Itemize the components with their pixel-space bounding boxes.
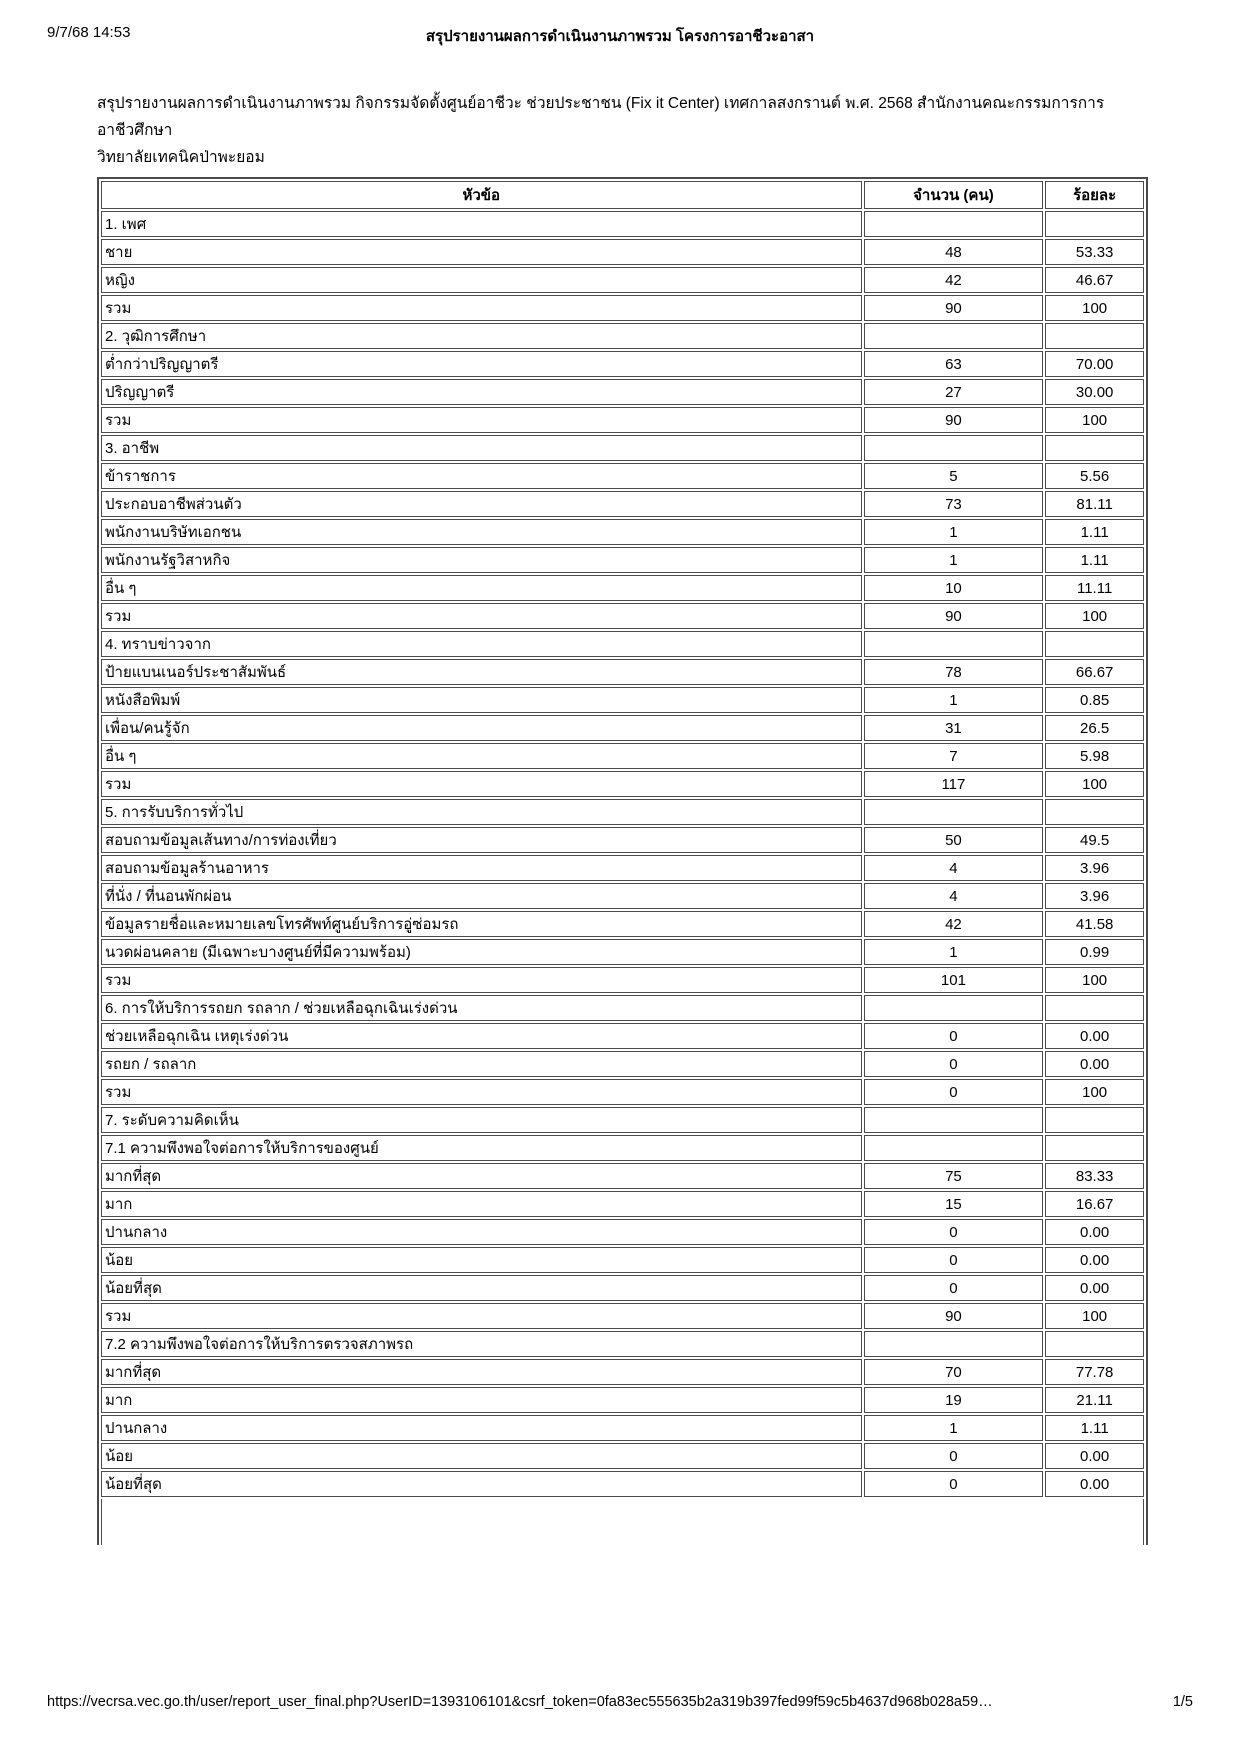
page-number: 1/5: [1172, 1694, 1193, 1710]
count-cell: 0: [864, 1443, 1044, 1469]
table-row: [101, 407, 1144, 433]
topic-cell: 7. ระดับความคิดเห็น: [101, 1107, 862, 1133]
percent-cell: 0.00: [1045, 1247, 1144, 1273]
percent-cell: 100: [1045, 295, 1144, 321]
count-cell: 10: [864, 575, 1044, 601]
table-row: [101, 1359, 1144, 1385]
table-row: [101, 1443, 1144, 1469]
count-cell: [864, 631, 1044, 657]
table-row: [101, 575, 1144, 601]
percent-cell: 5.56: [1045, 463, 1144, 489]
page-title: สรุปรายงานผลการดำเนินงานภาพรวม โครงการอาชีวะอาสา: [425, 28, 815, 45]
percent-cell: [1045, 1107, 1144, 1133]
header-topic: หัวข้อ: [101, 181, 862, 209]
percent-cell: 70.00: [1045, 351, 1144, 377]
percent-cell: 0.85: [1045, 687, 1144, 713]
percent-cell: 5.98: [1045, 743, 1144, 769]
topic-cell: ประกอบอาชีพส่วนตัว: [101, 491, 862, 517]
count-cell: 27: [864, 379, 1044, 405]
count-cell: 101: [864, 967, 1044, 993]
topic-cell: ชาย: [101, 239, 862, 265]
table-row: [101, 239, 1144, 265]
count-cell: 0: [864, 1247, 1044, 1273]
table-row: [101, 435, 1144, 461]
print-datetime: 9/7/68 14:53: [47, 24, 131, 41]
percent-cell: 16.67: [1045, 1191, 1144, 1217]
table-row: [101, 1135, 1144, 1161]
count-cell: 90: [864, 295, 1044, 321]
percent-cell: 30.00: [1045, 379, 1144, 405]
percent-cell: 100: [1045, 407, 1144, 433]
topic-cell: มาก: [101, 1191, 862, 1217]
count-cell: 42: [864, 267, 1044, 293]
count-cell: 1: [864, 1415, 1044, 1441]
table-row: [101, 1219, 1144, 1245]
count-cell: 50: [864, 827, 1044, 853]
topic-cell: รถยก / รถลาก: [101, 1051, 862, 1077]
topic-cell: น้อยที่สุด: [101, 1275, 862, 1301]
count-cell: [864, 323, 1044, 349]
table-row: [101, 771, 1144, 797]
topic-cell: 7.1 ความพึงพอใจต่อการให้บริการของศูนย์: [101, 1135, 862, 1161]
table-row: [101, 659, 1144, 685]
percent-cell: [1045, 995, 1144, 1021]
percent-cell: [1045, 631, 1144, 657]
table-row: [101, 295, 1144, 321]
topic-cell: 4. ทราบข่าวจาก: [101, 631, 862, 657]
percent-cell: [1045, 323, 1144, 349]
topic-cell: ข้าราชการ: [101, 463, 862, 489]
count-cell: 0: [864, 1471, 1044, 1497]
report-content: [97, 90, 1148, 1545]
topic-cell: น้อย: [101, 1247, 862, 1273]
topic-cell: ปานกลาง: [101, 1219, 862, 1245]
count-cell: 117: [864, 771, 1044, 797]
count-cell: 19: [864, 1387, 1044, 1413]
topic-cell: นวดผ่อนคลาย (มีเฉพาะบางศูนย์ที่มีความพร้อม): [101, 939, 862, 965]
count-cell: 90: [864, 407, 1044, 433]
percent-cell: [1045, 1135, 1144, 1161]
table-row: [101, 267, 1144, 293]
table-row: [101, 855, 1144, 881]
topic-cell: สอบถามข้อมูลเส้นทาง/การท่องเที่ยว: [101, 827, 862, 853]
percent-cell: 1.11: [1045, 519, 1144, 545]
topic-cell: หนังสือพิมพ์: [101, 687, 862, 713]
count-cell: 42: [864, 911, 1044, 937]
table-row: [101, 1051, 1144, 1077]
count-cell: 4: [864, 883, 1044, 909]
report-table: [99, 179, 1146, 1499]
header-count: จำนวน (คน): [864, 181, 1044, 209]
percent-cell: [1045, 1331, 1144, 1357]
count-cell: 0: [864, 1051, 1044, 1077]
percent-cell: 100: [1045, 1079, 1144, 1105]
count-cell: 63: [864, 351, 1044, 377]
topic-cell: 3. อาชีพ: [101, 435, 862, 461]
table-cutoff-row: [101, 1499, 1144, 1545]
topic-cell: พนักงานรัฐวิสาหกิจ: [101, 547, 862, 573]
table-row: [101, 491, 1144, 517]
count-cell: 73: [864, 491, 1044, 517]
table-row: [101, 323, 1144, 349]
topic-cell: ป้ายแบนเนอร์ประชาสัมพันธ์: [101, 659, 862, 685]
topic-cell: ปริญญาตรี: [101, 379, 862, 405]
table-row: [101, 603, 1144, 629]
table-row: [101, 463, 1144, 489]
topic-cell: รวม: [101, 407, 862, 433]
count-cell: 0: [864, 1079, 1044, 1105]
percent-cell: 3.96: [1045, 855, 1144, 881]
count-cell: 7: [864, 743, 1044, 769]
topic-cell: อื่น ๆ: [101, 743, 862, 769]
count-cell: [864, 211, 1044, 237]
percent-cell: 83.33: [1045, 1163, 1144, 1189]
header-percent: ร้อยละ: [1045, 181, 1144, 209]
table-row: [101, 911, 1144, 937]
topic-cell: 6. การให้บริการรถยก รถลาก / ช่วยเหลือฉุกเฉินเร่งด่วน: [101, 995, 862, 1021]
percent-cell: 100: [1045, 603, 1144, 629]
percent-cell: 0.00: [1045, 1471, 1144, 1497]
print-footer: [47, 1694, 1193, 1710]
table-row: [101, 351, 1144, 377]
topic-cell: รวม: [101, 771, 862, 797]
table-row: [101, 827, 1144, 853]
percent-cell: 11.11: [1045, 575, 1144, 601]
topic-cell: รวม: [101, 603, 862, 629]
topic-cell: รวม: [101, 295, 862, 321]
percent-cell: 1.11: [1045, 547, 1144, 573]
topic-cell: 1. เพศ: [101, 211, 862, 237]
topic-cell: มาก: [101, 1387, 862, 1413]
percent-cell: 46.67: [1045, 267, 1144, 293]
footer-url: https://vecrsa.vec.go.th/user/report_user_final.php?UserID=1393106101&csrf_token=0fa83ec555635b2a319b397fed99f59c5b4637d968b028a59…: [47, 1694, 993, 1710]
count-cell: [864, 995, 1044, 1021]
topic-cell: หญิง: [101, 267, 862, 293]
percent-cell: 81.11: [1045, 491, 1144, 517]
table-row: [101, 379, 1144, 405]
count-cell: 70: [864, 1359, 1044, 1385]
table-row: [101, 883, 1144, 909]
topic-cell: 2. วุฒิการศึกษา: [101, 323, 862, 349]
table-header-row: [101, 181, 1144, 209]
table-row: [101, 547, 1144, 573]
report-table-frame: [97, 177, 1148, 1545]
table-row: [101, 939, 1144, 965]
count-cell: [864, 1331, 1044, 1357]
table-row: [101, 715, 1144, 741]
topic-cell: ที่นั่ง / ที่นอนพักผ่อน: [101, 883, 862, 909]
table-row: [101, 1023, 1144, 1049]
topic-cell: รวม: [101, 1303, 862, 1329]
count-cell: 78: [864, 659, 1044, 685]
table-row: [101, 1107, 1144, 1133]
topic-cell: ข้อมูลรายชื่อและหมายเลขโทรศัพท์ศูนย์บริการอู่ซ่อมรถ: [101, 911, 862, 937]
count-cell: [864, 1107, 1044, 1133]
print-header: [47, 24, 1193, 44]
percent-cell: 0.00: [1045, 1275, 1144, 1301]
count-cell: 0: [864, 1275, 1044, 1301]
table-row: [101, 1415, 1144, 1441]
percent-cell: 53.33: [1045, 239, 1144, 265]
percent-cell: 100: [1045, 967, 1144, 993]
topic-cell: ปานกลาง: [101, 1415, 862, 1441]
count-cell: 15: [864, 1191, 1044, 1217]
percent-cell: 66.67: [1045, 659, 1144, 685]
table-row: [101, 1387, 1144, 1413]
percent-cell: 49.5: [1045, 827, 1144, 853]
count-cell: 4: [864, 855, 1044, 881]
table-row: [101, 211, 1144, 237]
count-cell: 0: [864, 1023, 1044, 1049]
table-row: [101, 1275, 1144, 1301]
percent-cell: 3.96: [1045, 883, 1144, 909]
table-row: [101, 995, 1144, 1021]
table-row: [101, 687, 1144, 713]
table-row: [101, 743, 1144, 769]
count-cell: 0: [864, 1219, 1044, 1245]
percent-cell: 0.00: [1045, 1051, 1144, 1077]
count-cell: 48: [864, 239, 1044, 265]
topic-cell: อื่น ๆ: [101, 575, 862, 601]
topic-cell: 7.2 ความพึงพอใจต่อการให้บริการตรวจสภาพรถ: [101, 1331, 862, 1357]
count-cell: 1: [864, 939, 1044, 965]
table-row: [101, 1303, 1144, 1329]
topic-cell: ต่ำกว่าปริญญาตรี: [101, 351, 862, 377]
percent-cell: 41.58: [1045, 911, 1144, 937]
college-name: วิทยาลัยเทคนิคป่าพะยอม: [97, 149, 265, 166]
count-cell: [864, 1135, 1044, 1161]
topic-cell: มากที่สุด: [101, 1359, 862, 1385]
percent-cell: [1045, 211, 1144, 237]
topic-cell: มากที่สุด: [101, 1163, 862, 1189]
topic-cell: พนักงานบริษัทเอกชน: [101, 519, 862, 545]
table-row: [101, 1191, 1144, 1217]
topic-cell: น้อยที่สุด: [101, 1471, 862, 1497]
table-row: [101, 631, 1144, 657]
count-cell: 75: [864, 1163, 1044, 1189]
count-cell: 1: [864, 687, 1044, 713]
topic-cell: เพื่อน/คนรู้จัก: [101, 715, 862, 741]
percent-cell: [1045, 799, 1144, 825]
percent-cell: 100: [1045, 771, 1144, 797]
percent-cell: [1045, 435, 1144, 461]
count-cell: 5: [864, 463, 1044, 489]
table-row: [101, 519, 1144, 545]
count-cell: 1: [864, 547, 1044, 573]
table-row: [101, 799, 1144, 825]
topic-cell: ช่วยเหลือฉุกเฉิน เหตุเร่งด่วน: [101, 1023, 862, 1049]
percent-cell: 0.00: [1045, 1023, 1144, 1049]
table-row: [101, 1247, 1144, 1273]
count-cell: [864, 799, 1044, 825]
count-cell: [864, 435, 1044, 461]
topic-cell: รวม: [101, 1079, 862, 1105]
table-row: [101, 1471, 1144, 1497]
percent-cell: 1.11: [1045, 1415, 1144, 1441]
percent-cell: 0.00: [1045, 1443, 1144, 1469]
table-row: [101, 1331, 1144, 1357]
table-row: [101, 1163, 1144, 1189]
topic-cell: รวม: [101, 967, 862, 993]
percent-cell: 0.00: [1045, 1219, 1144, 1245]
topic-cell: สอบถามข้อมูลร้านอาหาร: [101, 855, 862, 881]
table-row: [101, 1079, 1144, 1105]
report-intro-text: สรุปรายงานผลการดำเนินงานภาพรวม กิจกรรมจัดตั้งศูนย์อาชีวะ ช่วยประชาชน (Fix it Center) เทศกาลสงกรานต์ พ.ศ. 2568 สำนักงานคณะกรรมการการอาชีวศึกษา: [97, 95, 1105, 139]
count-cell: 90: [864, 1303, 1044, 1329]
percent-cell: 100: [1045, 1303, 1144, 1329]
percent-cell: 0.99: [1045, 939, 1144, 965]
percent-cell: 26.5: [1045, 715, 1144, 741]
topic-cell: น้อย: [101, 1443, 862, 1469]
count-cell: 1: [864, 519, 1044, 545]
count-cell: 90: [864, 603, 1044, 629]
percent-cell: 21.11: [1045, 1387, 1144, 1413]
topic-cell: 5. การรับบริการทั่วไป: [101, 799, 862, 825]
count-cell: 31: [864, 715, 1044, 741]
table-row: [101, 967, 1144, 993]
percent-cell: 77.78: [1045, 1359, 1144, 1385]
